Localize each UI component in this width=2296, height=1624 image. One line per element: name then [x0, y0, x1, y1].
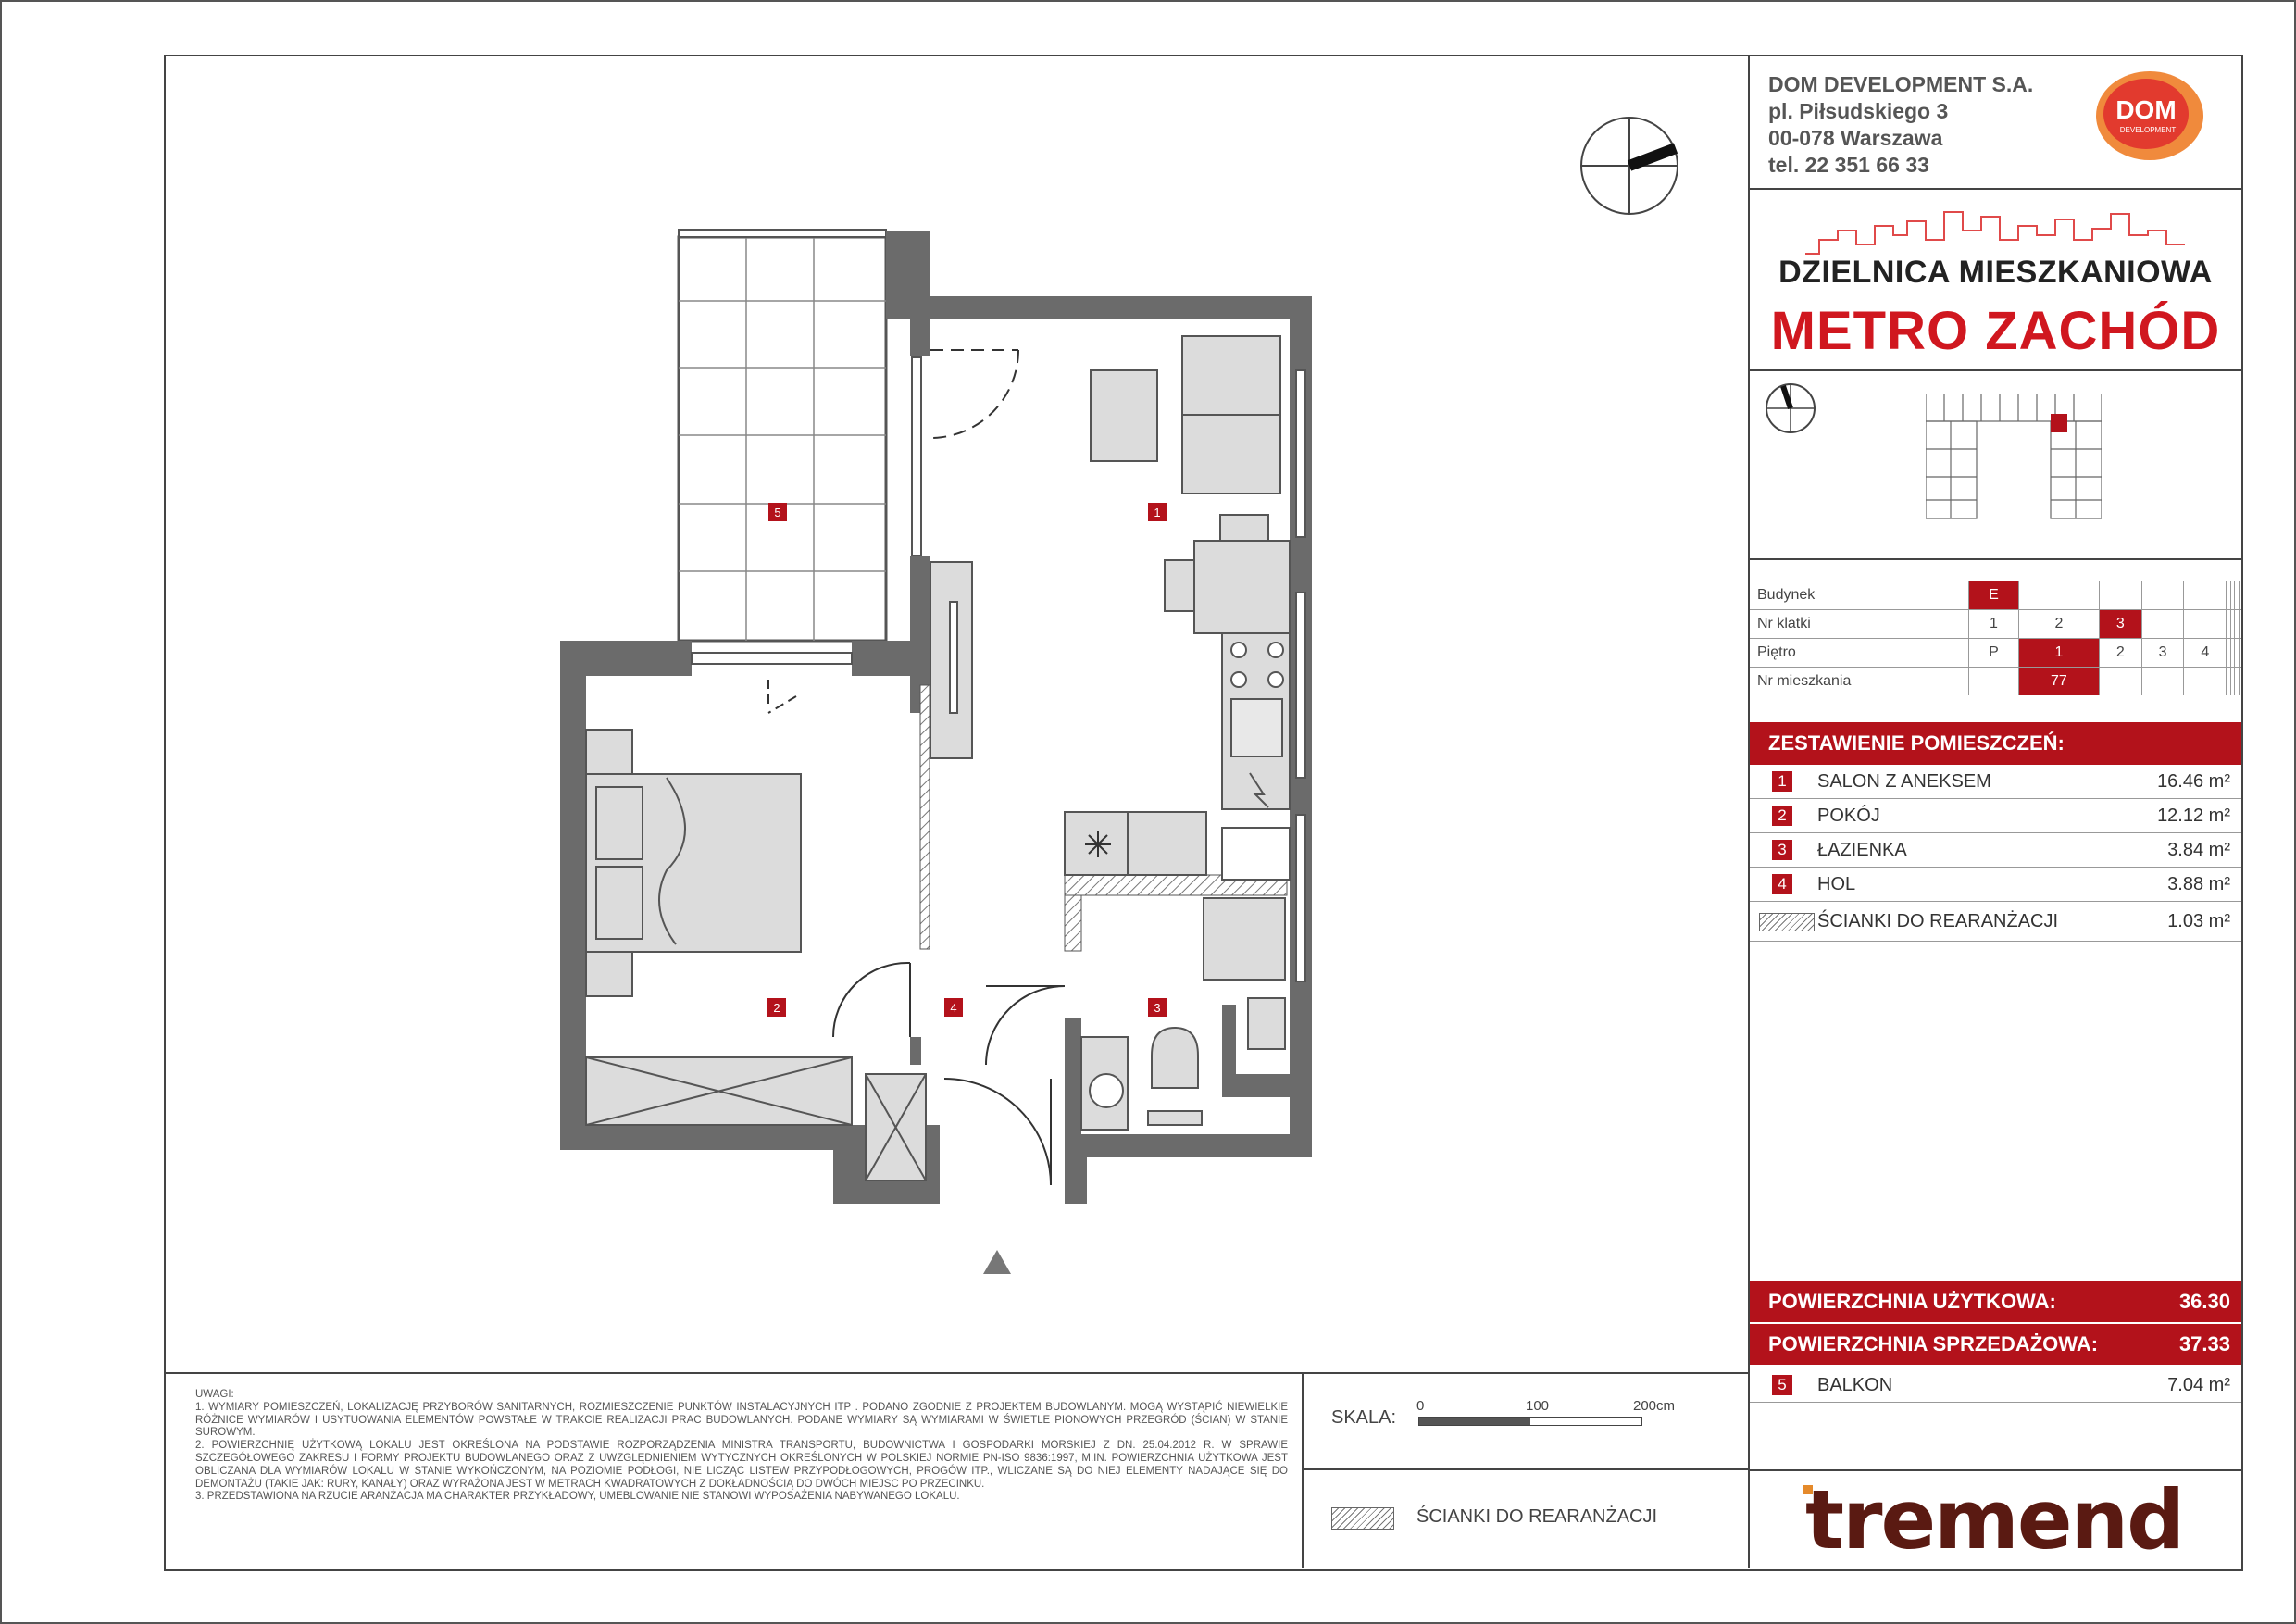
balcony-row — [1750, 1368, 2241, 1403]
floor-2: 2 — [2099, 639, 2141, 668]
logo-main-text: DOM — [2115, 95, 2177, 124]
scale-tick-100: 100 — [1526, 1398, 1550, 1414]
divider — [1750, 1469, 2241, 1471]
room-area: 16.46 m² — [2157, 771, 2230, 792]
company-city: 00-078 Warszawa — [1768, 126, 1943, 150]
tremend-brand: tremend — [1805, 1472, 2184, 1568]
info-panel — [1748, 55, 2241, 1568]
usable-area-label: POWIERZCHNIA UŻYTKOWA: — [1768, 1290, 2056, 1313]
partition-area: 1.03 m² — [2167, 911, 2230, 931]
floor-4: 4 — [2184, 639, 2227, 668]
note-3: 3. PRZEDSTAWIONA NA RZUCIE ARANŻACJA MA CHARAKTER PRZYKŁADOWY, UMEBLOWANIE NIE STANOWI WYPOSAŻENIA NABYWANEGO LOKALU. — [195, 1491, 960, 1503]
notes — [195, 1389, 1288, 1504]
balcony — [679, 230, 886, 641]
rooms-header: ZESTAWIENIE POMIESZCZEŃ: — [1750, 722, 2241, 765]
project-line2: METRO ZACHÓD — [1770, 301, 2221, 361]
staircase-label: Nr klatki — [1750, 610, 1969, 639]
dom-development-logo — [2092, 68, 2208, 165]
scale-tick-0: 0 — [1416, 1398, 1425, 1414]
company-phone: tel. 22 351 66 33 — [1768, 153, 1929, 177]
building-label: Budynek — [1750, 581, 1969, 610]
room-number: 2 — [1772, 806, 1792, 826]
room-name: ŁAZIENKA — [1817, 840, 1907, 860]
room-number: 4 — [1772, 874, 1792, 894]
scale-tick-200: 200cm — [1633, 1398, 1676, 1414]
plan-label-5: 5 — [774, 506, 781, 519]
room-row — [1750, 799, 2241, 833]
floor-1: 1 — [2018, 639, 2099, 668]
scale-bar — [1418, 1417, 1642, 1426]
usable-area-value: 36.30 — [2178, 1290, 2230, 1313]
plan-label-4: 4 — [950, 1001, 957, 1015]
plan-label-1: 1 — [1154, 506, 1161, 519]
room-name: POKÓJ — [1817, 806, 1880, 826]
staircase-3: 3 — [2099, 610, 2141, 639]
legend-hatch-swatch — [1331, 1507, 1394, 1530]
company-name: DOM DEVELOPMENT S.A. — [1768, 72, 2034, 96]
room-name: SALON Z ANEKSEM — [1817, 771, 1991, 792]
note-1: 1. WYMIARY POMIESZCZEŃ, LOKALIZACJĘ PRZYBORÓW SANITARNYCH, ROZMIESZCZENIE PUNKTÓW INSTALACYJNYCH ITP . PODANO ZGODNIE Z PROJEKTEM BUDOWLANYM. MOGĄ WYSTĄPIĆ NIEWIELKIE RÓŻNICE WYMIARÓW I USYTUOWANIA ELEMENTÓW POWSTAŁE W TRAKCIE REALIZACJI PRAC BUDOWLANYCH. PODANE WYMIARY SĄ WYMIARAMI W ŚWIETLE PIONOWYCH PRZEGRÓD (ŚCIAN) W STANIE SUROWYM. — [195, 1401, 1288, 1439]
divider — [1750, 188, 2241, 190]
note-2: 2. POWIERZCHNIĘ UŻYTKOWĄ LOKALU JEST OKREŚLONA NA PODSTAWIE ROZPORZĄDZENIA MINISTRA TRANSPORTU, BUDOWNICTWA I GOSPODARKI MORSKIEJ Z DN. 25.04.2012 R. W SPRAWIE SZCZEGÓŁOWEGO ZAKRESU I FORMY PROJEKTU BUDOWLANEGO ORAZ Z UWZGLĘDNIENIEM WYTYCZNYCH OKREŚLONYCH W POLSKIEJ NORMIE PN-ISO 9836:1997, M.IN. POWIERZCHNIA UŻYTKOWA JEST OBLICZANA DLA WYMIARÓW LOKALU W STANIE WYKOŃCZONYM, NA POZIOMIE PODŁOGI, NIE LICZĄC LISTEW PRZYPODŁOGOWYCH, PROGÓW ITP., WLICZANE SĄ DO NIEJ ELEMENTY NADAJĄCE SIĘ DO DEMONTAŻU (TAKIE JAK: RURY, KANAŁY) ORAZ WYRAŻONA JEST W METRACH KWADRATOWYCH Z DOKŁADNOŚCIĄ DO DWÓCH MIEJSC PO PRZECINKU. — [195, 1440, 1288, 1490]
company-street: pl. Piłsudskiego 3 — [1768, 99, 1949, 123]
room-area: 3.84 m² — [2167, 840, 2230, 860]
room-number: 1 — [1772, 771, 1792, 792]
fan-icon — [1085, 831, 1111, 857]
floor-3: 3 — [2141, 639, 2184, 668]
plan-label-2: 2 — [773, 1001, 780, 1015]
apartment-label: Nr mieszkania — [1750, 668, 1969, 696]
room-name: HOL — [1817, 874, 1856, 894]
notes-title: UWAGI: — [195, 1389, 234, 1400]
staircase-1: 1 — [1969, 610, 2019, 639]
usable-area-band — [1750, 1281, 2241, 1322]
floor-label: Piętro — [1750, 639, 1969, 668]
building-keyplan — [1926, 394, 2102, 523]
room-row — [1750, 833, 2241, 868]
sales-area-label: POWIERZCHNIA SPRZEDAŻOWA: — [1768, 1332, 2099, 1355]
partition-name: ŚCIANKI DO REARANŻACJI — [1817, 911, 2059, 931]
room-row — [1750, 765, 2241, 799]
floor-p: P — [1969, 639, 2019, 668]
company-info — [1768, 71, 2033, 179]
apartment-info-table — [1750, 581, 2241, 695]
room-area: 3.88 m² — [2167, 874, 2230, 894]
staircase-2: 2 — [2018, 610, 2099, 639]
partition-row — [1750, 902, 2241, 942]
furniture-living — [930, 336, 1290, 880]
logo-sub-text: DEVELOPMENT — [2119, 126, 2177, 134]
divider — [1750, 558, 2241, 560]
room-number: 3 — [1772, 840, 1792, 860]
legend-partition-label: ŚCIANKI DO REARANŻACJI — [1416, 1506, 1658, 1527]
scale-divider — [1304, 1468, 1750, 1470]
project-line1: DZIELNICA MIESZKANIOWA — [1778, 255, 2213, 290]
sales-area-band — [1750, 1324, 2241, 1365]
skyline-icon — [1805, 203, 2185, 258]
building-value: E — [1969, 581, 2019, 610]
sales-area-value: 37.33 — [2178, 1332, 2230, 1355]
scale-box — [1302, 1372, 1750, 1568]
small-compass-icon — [1765, 382, 1816, 434]
hatch-swatch — [1759, 913, 1815, 931]
room-area: 7.04 m² — [2167, 1375, 2230, 1395]
rooms-list — [1750, 765, 2241, 942]
entrance-arrow-icon — [983, 1250, 1011, 1274]
room-name: BALKON — [1817, 1375, 1893, 1395]
room-number: 5 — [1772, 1375, 1792, 1395]
scale-label: SKALA: — [1331, 1407, 1397, 1428]
apartment-value: 77 — [2018, 668, 2099, 696]
room-row — [1750, 868, 2241, 902]
room-area: 12.12 m² — [2157, 806, 2230, 826]
plan-label-3: 3 — [1154, 1001, 1161, 1015]
divider — [1750, 369, 2241, 371]
furniture-bedroom — [586, 730, 926, 1181]
north-compass-icon — [1581, 118, 1678, 214]
